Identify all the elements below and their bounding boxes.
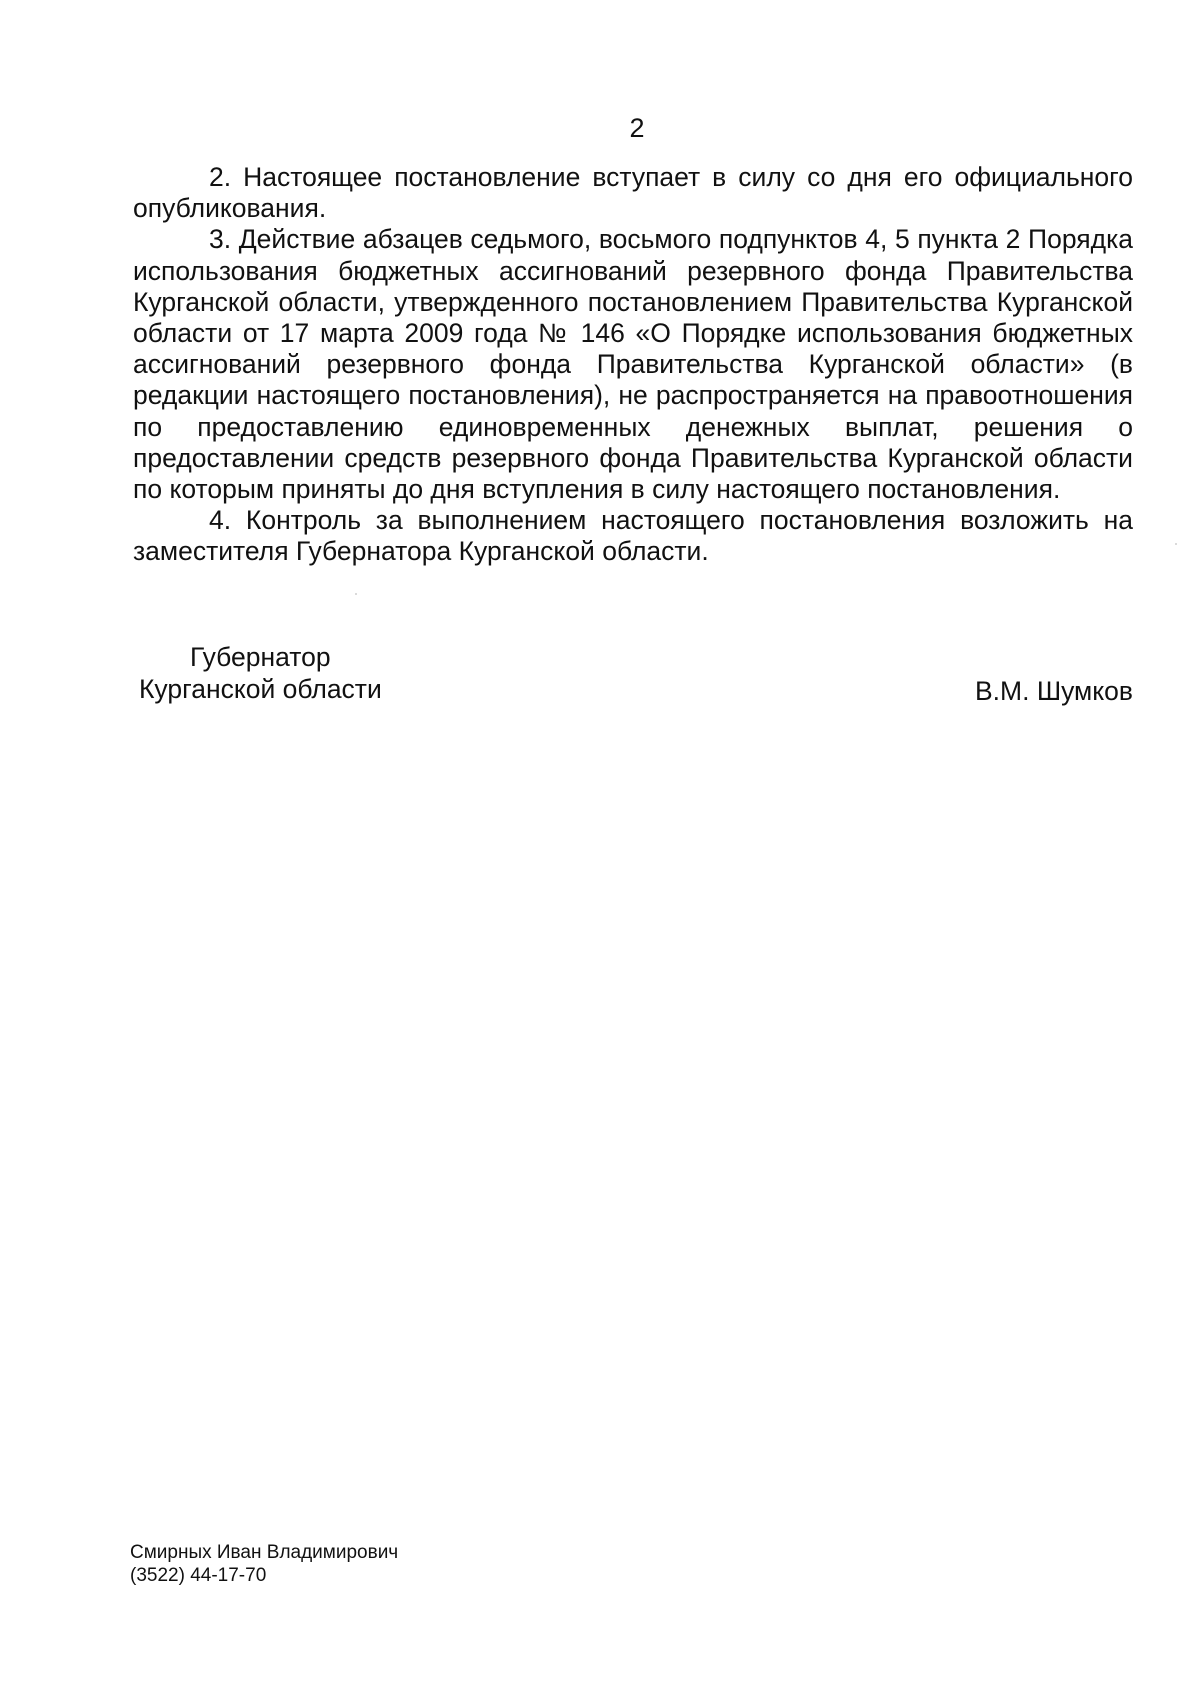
document-body bbox=[133, 162, 1133, 568]
scan-speck bbox=[355, 593, 357, 595]
paragraph-4: 4. Контроль за выполнением настоящего постановления возложить на заместителя Губернатора Курганской области. bbox=[133, 505, 1133, 567]
page-number: 2 bbox=[629, 113, 645, 143]
signatory-name: В.М. Шумков bbox=[974, 676, 1133, 706]
paragraph-2: 2. Настоящее постановление вступает в силу со дня его официального опубликования. bbox=[133, 162, 1133, 224]
scan-speck bbox=[1175, 543, 1177, 545]
executor-phone: (3522) 44-17-70 bbox=[130, 1565, 267, 1586]
signatory-title-line2: Курганской области bbox=[139, 674, 382, 704]
signatory-title-line1: Губернатор bbox=[190, 642, 331, 672]
executor-name: Смирных Иван Владимирович bbox=[130, 1542, 399, 1563]
executor-block bbox=[130, 1541, 398, 1587]
signature-block bbox=[133, 641, 1133, 721]
paragraph-3: 3. Действие абзацев седьмого, восьмого подпунктов 4, 5 пункта 2 Порядка использования бюджетных ассигнований резервного фонда Правительства Курганской области, утвержденного постановлением Правительства Курганской области от 17 марта 2009 года № 146 «О Порядке использования бюджетных ассигнований резервного фонда Правительства Курганской области» (в редакции настоящего постановления), не распространяется на правоотношения по предоставлению единовременных денежных выплат, решения о предоставлении средств резервного фонда Правительства Курганской области по которым приняты до дня вступления в силу настоящего постановления. bbox=[133, 224, 1133, 505]
